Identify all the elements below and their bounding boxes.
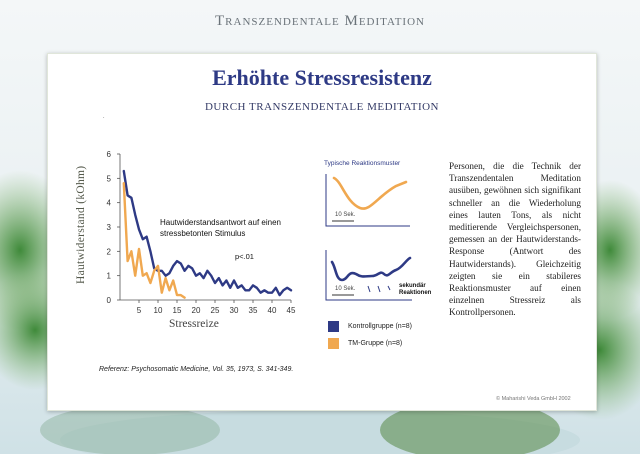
p-value-label: p<.01 xyxy=(235,252,254,261)
reference-text: Referenz: Psychosomatic Medicine, Vol. 35, 1973, S. 341-349. xyxy=(99,366,294,373)
x-axis-label: Stressreize xyxy=(169,318,219,330)
page-header: Transzendentale Meditation xyxy=(215,13,425,29)
legend-label-kontroll: Kontrollgruppe (n=8) xyxy=(348,323,413,330)
x-tick-label: 5 xyxy=(136,306,142,315)
legend-item-kontroll xyxy=(328,320,412,333)
x-tick-label: 30 xyxy=(229,306,239,315)
legend-swatch-tm xyxy=(328,338,339,349)
y-tick-label: 4 xyxy=(106,198,111,208)
y-tick-label: 2 xyxy=(106,247,111,257)
dot-mark: . xyxy=(103,114,105,120)
pattern-annotation: sekundär Reaktionen xyxy=(399,283,432,296)
slide-subtitle: DURCH TRANSZENDENTALE MEDITATION xyxy=(204,101,440,113)
legend-label-tm: TM-Gruppe (n=8) xyxy=(348,340,403,347)
pattern-panel-tm xyxy=(324,172,414,228)
pattern-panel-kontroll xyxy=(324,246,424,306)
legend-item-tm xyxy=(328,337,412,350)
y-tick-label: 0 xyxy=(106,296,111,305)
y-axis-label: Hautwiderstand (kOhm) xyxy=(75,165,87,284)
y-tick-label: 1 xyxy=(106,271,111,281)
y-tick-label: 5 xyxy=(106,174,111,184)
x-tick-label: 15 xyxy=(172,306,182,315)
pattern-title: Typische Reaktionsmuster xyxy=(324,160,401,167)
y-tick-label: 6 xyxy=(106,150,111,159)
x-tick-label: 45 xyxy=(286,306,296,315)
x-tick-label: 40 xyxy=(267,306,277,315)
x-tick-label: 25 xyxy=(210,306,220,315)
x-tick-label: 10 xyxy=(153,306,163,315)
x-tick-label: 35 xyxy=(248,306,258,315)
legend-swatch-kontroll xyxy=(328,321,339,332)
y-tick-label: 3 xyxy=(106,223,111,232)
pattern-scale-tm: 10 Sek. xyxy=(335,212,356,218)
chart-legend xyxy=(328,320,412,354)
pattern-scale-kontroll: 10 Sek. xyxy=(335,286,356,292)
chart-annotation: Hautwiderstandsantwort auf einen stressbetonten Stimulus xyxy=(160,218,281,238)
slide-title: Erhöhte Stressresistenz xyxy=(212,65,432,90)
x-tick-label: 20 xyxy=(191,306,201,315)
slide-card xyxy=(47,53,597,411)
body-text: Personen, die die Technik der Transzendentalen Meditation ausüben, gewöhnen sich signifikant schneller an die Wiederholung eines lauten Tons, als nicht meditierende Vergleichspersonen, gemessen an der Hautwiderstands-Response (Antwort des Hautwiderstands). Gleichzeitig zeigten sie ein stabileres Reaktionsmuster auf einen einzelnen Stressreiz als Kontrollpersonen. xyxy=(449,161,581,318)
copyright-text: © Maharishi Veda GmbH 2002 xyxy=(496,396,571,402)
main-chart xyxy=(48,54,308,324)
